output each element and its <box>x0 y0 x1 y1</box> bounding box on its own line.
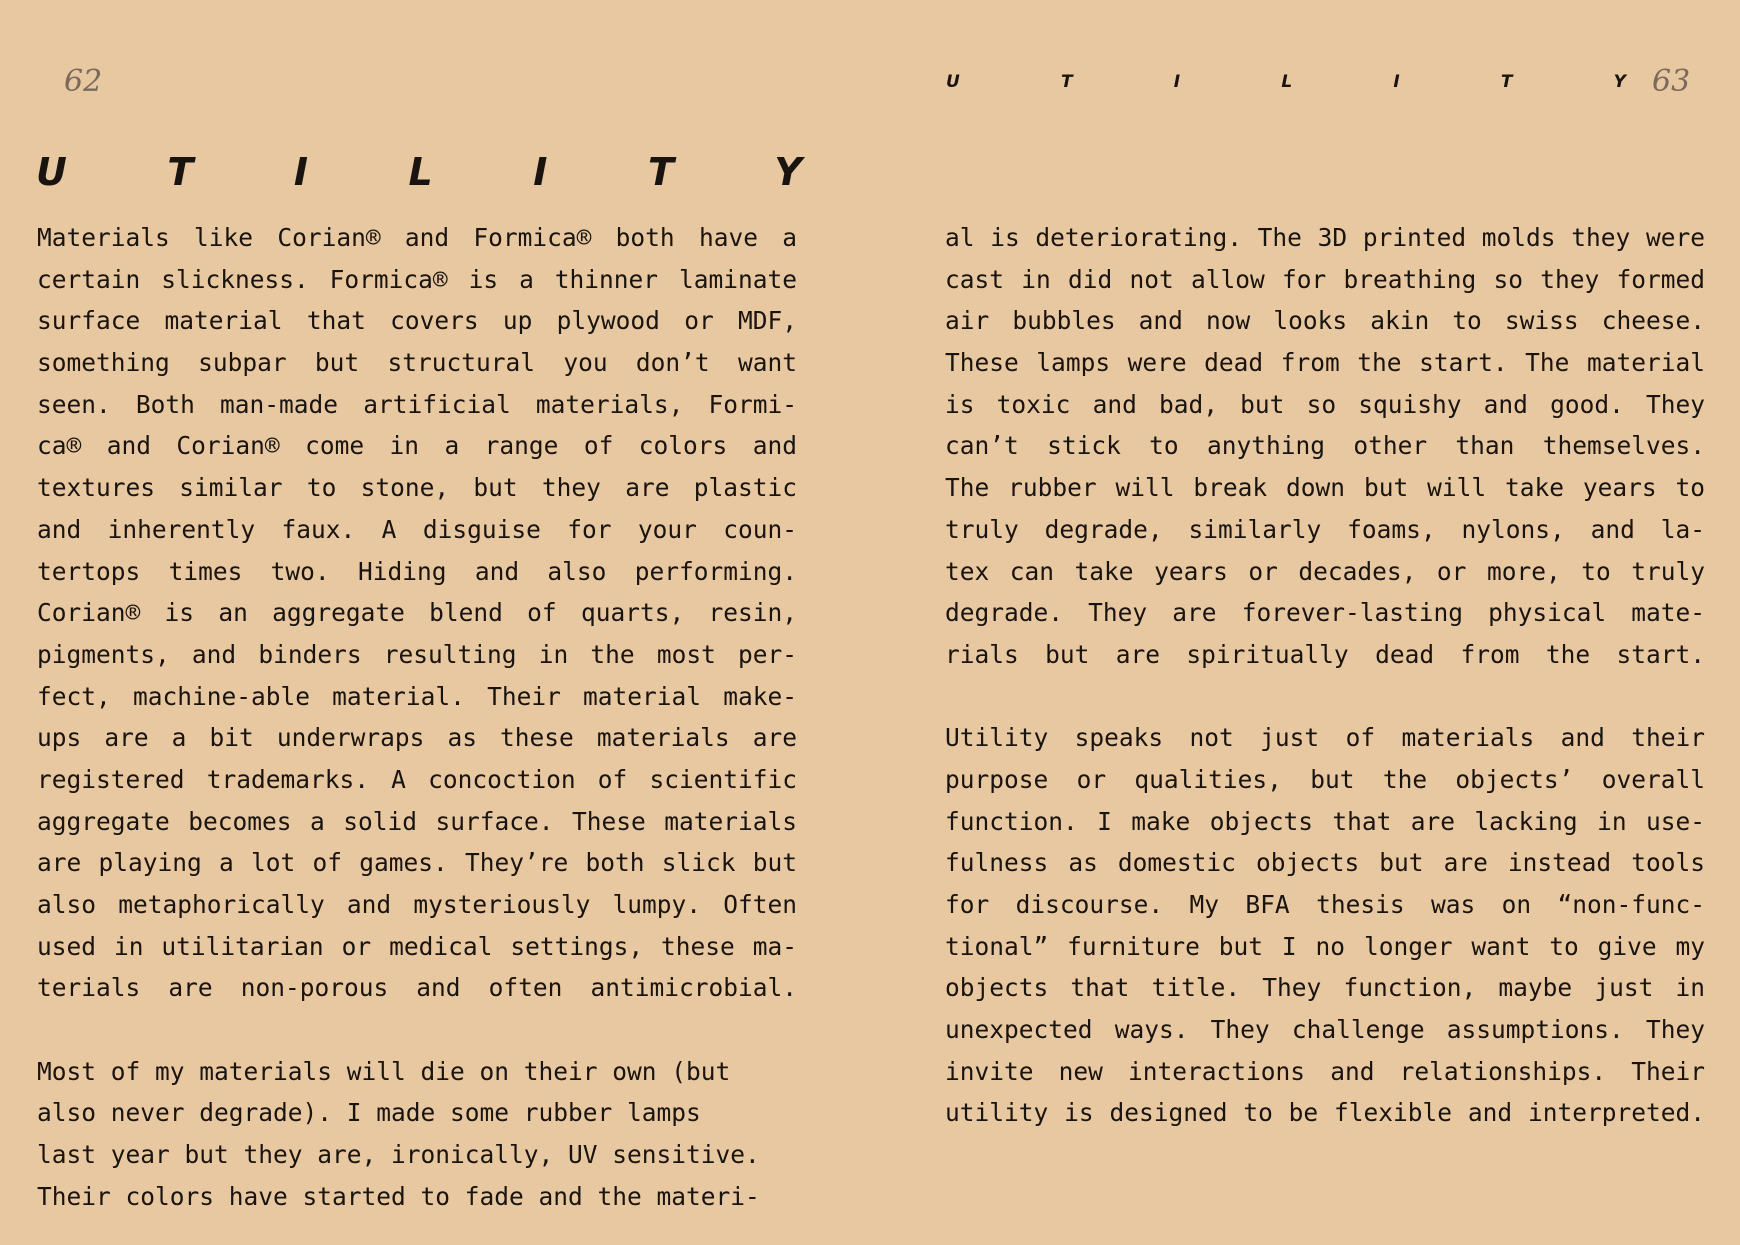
running-head-letter: L <box>1281 72 1293 92</box>
text-line: These lamps were dead from the start. The material <box>945 348 1705 378</box>
title-letter: I <box>293 150 308 194</box>
title-letter: T <box>167 150 194 194</box>
text-line: Most of my materials will die on their own (but <box>37 1056 731 1086</box>
title-letter: Y <box>774 150 802 194</box>
running-head <box>946 72 1626 92</box>
text-line: something subpar but structural you don’t want <box>37 348 797 378</box>
running-head-letter: T <box>1061 72 1073 92</box>
running-head-letter: I <box>1173 72 1181 92</box>
text-line: truly degrade, similarly foams, nylons, and la- <box>945 514 1705 544</box>
text-line: surface material that covers up plywood or MDF, <box>37 306 797 336</box>
page-number-right: 63 <box>1652 64 1691 99</box>
text-line: seen. Both man-made artificial materials, Formi- <box>37 389 797 419</box>
text-line: The rubber will break down but will take years to <box>945 473 1705 503</box>
text-line: registered trademarks. A concoction of scientific <box>37 764 797 794</box>
text-line: rials but are spiritually dead from the start. <box>945 639 1705 669</box>
running-head-letter: U <box>946 72 960 92</box>
title-letter: I <box>533 150 548 194</box>
text-line: Utility speaks not just of materials and their <box>945 723 1705 753</box>
running-head-letter: I <box>1393 72 1400 92</box>
text-line: certain slickness. Formica® is a thinner laminate <box>37 264 797 294</box>
text-line: objects that title. They function, maybe just in <box>945 973 1705 1003</box>
text-line: purpose or qualities, but the objects’ overall <box>945 764 1705 794</box>
text-line: Their colors have started to fade and the materi- <box>37 1181 760 1211</box>
title-letter: U <box>36 150 67 194</box>
text-line: textures similar to stone, but they are plastic <box>37 473 797 503</box>
paragraph-break <box>945 676 1705 718</box>
paragraph-break <box>37 1009 797 1051</box>
text-line: tional” furniture but I no longer want to give my <box>945 931 1705 961</box>
title-letter: T <box>647 150 674 194</box>
paragraph-utility <box>945 717 1705 1134</box>
text-line: can’t stick to anything other than themselves. <box>945 431 1705 461</box>
text-line: degrade. They are forever-lasting physical mate- <box>945 598 1705 628</box>
text-line: and inherently faux. A disguise for your coun- <box>37 514 797 544</box>
text-line: ca® and Corian® come in a range of colors and <box>37 431 797 461</box>
text-line: also never degrade). I made some rubber lamps <box>37 1098 701 1128</box>
title-letter: L <box>408 150 433 194</box>
right-column <box>945 217 1705 1134</box>
text-line: cast in did not allow for breathing so they formed <box>945 264 1705 294</box>
paragraph-decay-continued <box>945 217 1705 676</box>
text-line: for discourse. My BFA thesis was on “non-func- <box>945 890 1705 919</box>
text-line: last year but they are, ironically, UV sensitive. <box>37 1140 760 1170</box>
text-line: is toxic and bad, but so squishy and good. They <box>945 389 1705 419</box>
page-number-left: 62 <box>64 64 103 99</box>
text-line: Corian® is an aggregate blend of quarts, resin, <box>37 598 797 628</box>
text-line: invite new interactions and relationships. Their <box>945 1056 1705 1086</box>
text-line: are playing a lot of games. They’re both slick but <box>37 848 797 878</box>
paragraph-materials <box>37 217 797 1009</box>
text-line: pigments, and binders resulting in the most per- <box>37 639 797 669</box>
text-line: tertops times two. Hiding and also performing. <box>37 556 797 586</box>
text-line: fect, machine-able material. Their material make- <box>37 681 797 711</box>
text-line: Materials like Corian® and Formica® both have a <box>37 223 797 252</box>
paragraph-decay <box>37 1051 797 1218</box>
text-line: fulness as domestic objects but are instead tools <box>945 848 1705 878</box>
text-line: utility is designed to be flexible and interpreted. <box>945 1098 1705 1128</box>
text-line: al is deteriorating. The 3D printed molds they were <box>945 223 1705 252</box>
text-line: unexpected ways. They challenge assumptions. They <box>945 1015 1705 1045</box>
text-line: used in utilitarian or medical settings, these ma- <box>37 931 797 961</box>
running-head-letter: Y <box>1613 72 1626 92</box>
text-line: aggregate becomes a solid surface. These materials <box>37 806 797 836</box>
text-line: ups are a bit underwraps as these materials are <box>37 723 797 753</box>
text-line: terials are non-porous and often antimicrobial. <box>37 973 797 1003</box>
text-line: also metaphorically and mysteriously lumpy. Often <box>37 890 797 919</box>
text-line: tex can take years or decades, or more, to truly <box>945 556 1705 586</box>
text-line: function. I make objects that are lacking in use- <box>945 806 1705 836</box>
text-line: air bubbles and now looks akin to swiss cheese. <box>945 306 1705 336</box>
page-title <box>36 150 802 194</box>
left-column <box>37 217 797 1218</box>
running-head-letter: T <box>1500 72 1513 92</box>
